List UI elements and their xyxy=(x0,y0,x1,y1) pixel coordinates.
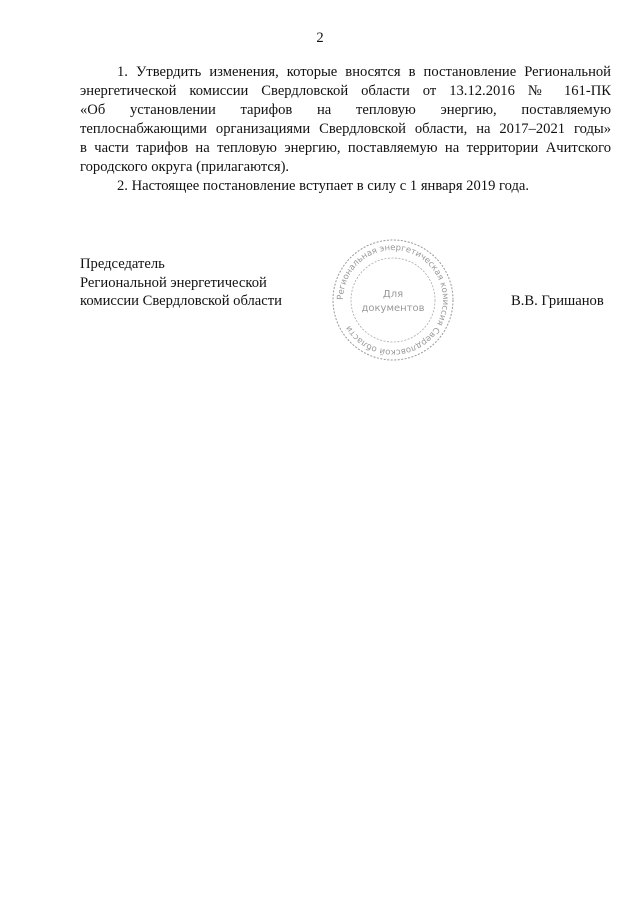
official-stamp xyxy=(328,235,458,365)
signatory-position xyxy=(80,255,282,311)
paragraph-1-line: теплоснабжающими организациями Свердловской области, на 2017–2021 годы» xyxy=(80,121,611,137)
stamp-ring-text: Региональная энергетическая комиссия Свердловской области xyxy=(335,242,451,358)
paragraph-2-line: 2. Настоящее постановление вступает в силу с 1 января 2019 года. xyxy=(117,178,530,194)
paragraph-1-line: в части тарифов на тепловую энергию, поставляемую на территории Ачитского xyxy=(80,140,611,156)
paragraph-1-line: энергетической комиссии Свердловской области от 13.12.2016 № 161-ПК xyxy=(80,83,611,99)
signatory-position-line: Председатель xyxy=(80,256,165,272)
signatory-position-line: Региональной энергетической xyxy=(80,274,267,291)
paragraph-1-line: «Об установлении тарифов на тепловую энергию, поставляемую xyxy=(80,102,611,118)
stamp-center-line: Для xyxy=(382,289,404,300)
signatory-position-line: комиссии Свердловской области xyxy=(80,293,282,309)
page-number: 2 xyxy=(316,30,324,46)
document-body xyxy=(80,63,611,196)
paragraph-1-line: 1. Утвердить изменения, которые вносятся в постановление Региональной xyxy=(117,64,611,80)
paragraph-1-line: городского округа (прилагаются). xyxy=(80,159,290,175)
signatory-name: В.В. Гришанов xyxy=(511,293,604,309)
stamp-center-line: документов xyxy=(361,303,425,314)
